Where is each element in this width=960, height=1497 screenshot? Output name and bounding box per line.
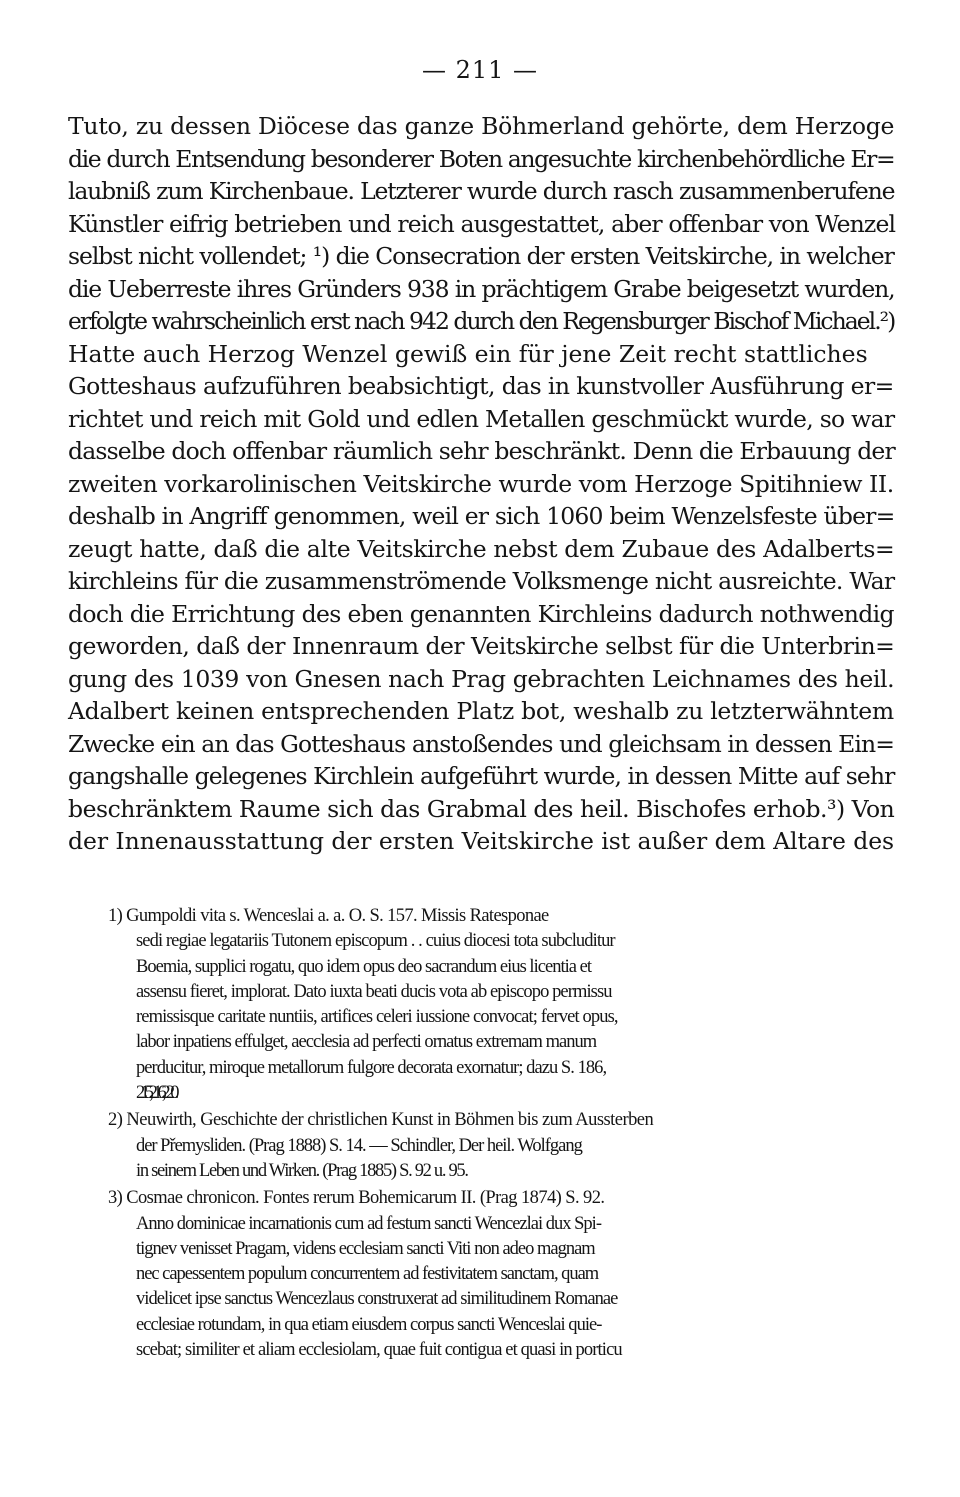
footnote-line: videlicet ipse sanctus Wencezlaus construxerat ad similitudinem Romanae bbox=[136, 1289, 618, 1310]
body-line: Adalbert keinen entsprechenden Platz bot, weshalb zu letzterwähntem bbox=[68, 697, 894, 725]
body-line: die durch Entsendung besonderer Boten angesuchte kirchenbehördliche Er= bbox=[68, 144, 895, 173]
footnote-line: 2) Neuwirth, Geschichte der christlichen Kunst in Böhmen bis zum Aussterben bbox=[108, 1110, 654, 1131]
body-line: dasselbe doch offenbar räumlich sehr beschränkt. Denn die Erbauung der bbox=[68, 437, 895, 465]
body-line: Künstler eifrig betrieben und reich ausgestattet, aber offenbar von Wenzel bbox=[68, 209, 896, 238]
body-line: zeugt hatte, daß die alte Veitskirche nebst dem Zubaue des Adalberts= bbox=[68, 534, 895, 563]
footnote-line: Boemia, supplici rogatu, quo idem opus deo sacrandum eius licentia et bbox=[136, 956, 592, 977]
footnote-line: labor inpatiens effulget, aecclesia ad perfecti ornatus extremam manum bbox=[136, 1032, 597, 1053]
body-line: selbst nicht vollendet; ¹) die Consecration der ersten Veitskirche, in welcher bbox=[68, 242, 894, 270]
footnote-line: assensu fieret, implorat. Dato iuxta beati ducis vota ab episcopo permissu bbox=[136, 981, 612, 1002]
body-line: gung des 1039 von Gnesen nach Prag gebrachten Leichnames des heil. bbox=[68, 664, 895, 693]
footnote-line: tignev venisset Pragam, videns ecclesiam sancti Viti non adeo magnam bbox=[136, 1238, 595, 1259]
body-line: erfolgte wahrscheinlich erst nach 942 durch den Regensburger Bischof Michael.²) bbox=[68, 307, 895, 335]
body-line: gangshalle gelegenes Kirchlein aufgeführt wurde, in dessen Mitte auf sehr bbox=[68, 762, 895, 790]
footnote-line: nec capessentem populum concurrentem ad festivitatem sanctam, quam bbox=[136, 1264, 599, 1285]
body-line: zweiten vorkarolinischen Veitskirche wurde vom Herzoge Spitihniew II. bbox=[68, 469, 894, 498]
footnote-line: sedi regiae legatariis Tutonem episcopum . . cuius diocesi tota subcluditur bbox=[136, 931, 615, 952]
footnote-line: perducitur, miroque metallorum fulgore decorata exornatur; dazu S. 186, bbox=[136, 1057, 607, 1078]
body-line: doch die Errichtung des eben genannten Kirchleins dadurch nothwendig bbox=[68, 599, 894, 628]
body-line: Zwecke ein an das Gotteshaus anstoßendes und gleichsam in dessen Ein= bbox=[68, 729, 895, 758]
footnotes bbox=[68, 904, 894, 1365]
footnote bbox=[68, 904, 894, 1106]
body-line: geworden, daß der Innenraum der Veitskirche selbst für die Unterbrin= bbox=[68, 632, 895, 660]
footnote bbox=[68, 1186, 894, 1363]
footnote-line: remissisque caritate nuntiis, artifices celeri iussione convocat; fervet opus, bbox=[136, 1007, 618, 1028]
body-line: kirchleins für die zusammenströmende Volksmenge nicht ausreichte. War bbox=[68, 567, 895, 595]
footnote-line: in seinem Leben und Wirken. (Prag 1885) S. 92 u. 95. bbox=[136, 1160, 468, 1181]
body-line: laubniß zum Kirchenbaue. Letzterer wurde durch rasch zusammenberufene bbox=[68, 177, 895, 205]
body-line: der Innenausstattung der ersten Veitskirche ist außer dem Altare des bbox=[68, 827, 895, 855]
body-line: Hatte auch Herzog Wenzel gewiß ein für jene Zeit recht stattliches bbox=[68, 339, 868, 368]
body-line: richtet und reich mit Gold und edlen Metallen geschmückt wurde, so war bbox=[68, 404, 895, 433]
footnote bbox=[68, 1108, 894, 1184]
footnote-line: ecclesiae rotundam, in qua etiam eiusdem corpus sancti Wenceslai quie- bbox=[136, 1314, 602, 1335]
footnote-line: Anno dominicae incarnationis cum ad festum sancti Wencezlai dux Spi- bbox=[136, 1213, 601, 1234]
body-line: Tuto, zu dessen Diöcese das ganze Böhmerland gehörte, dem Herzoge bbox=[68, 112, 895, 140]
footnote-line: der Přemysliden. (Prag 1888) S. 14. — Schindler, Der heil. Wolfgang bbox=[136, 1135, 582, 1156]
page-number-header: — 211 — bbox=[421, 56, 539, 84]
body-line: Gotteshaus aufzuführen beabsichtigt, das in kunstvoller Ausführung er= bbox=[68, 372, 894, 400]
footnote-line: scebat; similiter et aliam ecclesiolam, quae fuit contigua et quasi in porticu bbox=[136, 1340, 622, 1361]
footnote-line: 3) Cosmae chronicon. Fontes rerum Bohemicarum II. (Prag 1874) S. 92. bbox=[108, 1188, 605, 1209]
body-line: die Ueberreste ihres Gründers 938 in prächtigem Grabe beigesetzt wurden, bbox=[68, 274, 895, 303]
body-line: beschränktem Raume sich das Grabmal des heil. Bischofes erhob.³) Von bbox=[68, 794, 895, 823]
body-line: deshalb in Angriff genommen, weil er sich 1060 beim Wenzelsfeste über= bbox=[68, 502, 895, 530]
footnote-line: 1) Gumpoldi vita s. Wenceslai a. a. O. S. 157. Missis Ratesponae bbox=[108, 906, 549, 926]
footnote-line: 215, 216, 220. bbox=[136, 1083, 175, 1104]
main-text bbox=[68, 110, 894, 858]
